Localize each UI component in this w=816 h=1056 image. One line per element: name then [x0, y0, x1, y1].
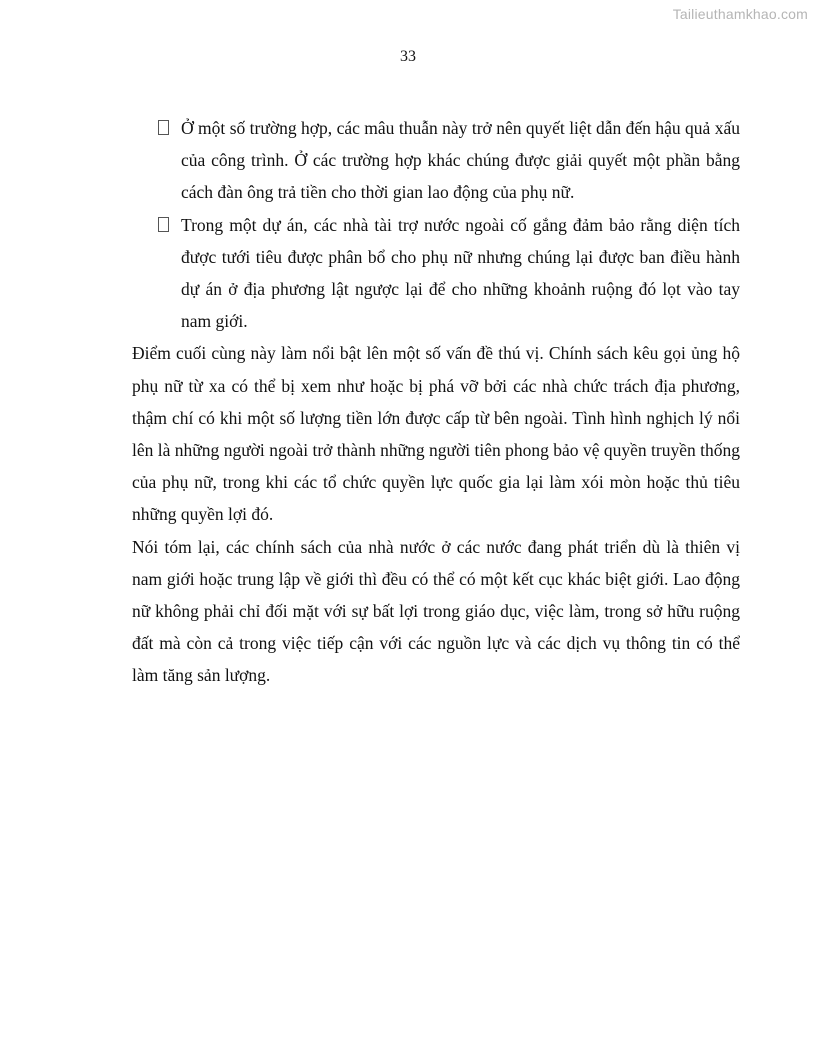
- watermark: Tailieuthamkhao.com: [672, 6, 808, 22]
- paragraph: Nói tóm lại, các chính sách của nhà nước ở các nước đang phát triển dù là thiên vị nam giới hoặc trung lập về giới thì đều có thể có một kết cục khác biệt giới. Lao động nữ không phải chỉ đối mặt với sự bất lợi trong giáo dục, việc làm, trong sở hữu ruộng đất mà còn cả trong việc tiếp cận với các nguồn lực và các dịch vụ thông tin có thể làm tăng sản lượng.: [132, 536, 740, 686]
- bullet-text: Ở một số trường hợp, các mâu thuẫn này trở nên quyết liệt dẫn đến hậu quả xấu của công trình. Ở các trường hợp khác chúng được giải quyết một phần bằng cách đàn ông trả tiền cho thời gian lao động của phụ nữ.: [181, 118, 740, 203]
- document-body: [132, 112, 740, 692]
- bullet-list: [132, 112, 740, 337]
- bullet-text: Trong một dự án, các nhà tài trợ nước ngoài cố gắng đảm bảo rằng diện tích được tưới tiêu được phân bổ cho phụ nữ nhưng chúng lại được ban điều hành dự án ở địa phương lật ngược lại để cho những khoảnh ruộng đó lọt vào tay nam giới.: [181, 214, 740, 332]
- bullet-item: [132, 209, 740, 338]
- page-number: 33: [400, 48, 416, 65]
- paragraph: Điểm cuối cùng này làm nổi bật lên một số vấn đề thú vị. Chính sách kêu gọi ủng hộ phụ nữ từ xa có thể bị xem như hoặc bị phá vỡ bởi các nhà chức trách địa phương, thậm chí có khi một số lượng tiền lớn được cấp từ bên ngoài. Tình hình nghịch lý nổi lên là những người ngoài trở thành những người tiên phong bảo vệ quyền truyền thống của phụ nữ, trong khi các tổ chức quyền lực quốc gia lại làm xói mòn hoặc thủ tiêu những quyền lợi đó.: [132, 343, 740, 525]
- square-bullet-icon: [158, 217, 169, 232]
- bullet-item: [132, 112, 740, 209]
- square-bullet-icon: [158, 120, 169, 135]
